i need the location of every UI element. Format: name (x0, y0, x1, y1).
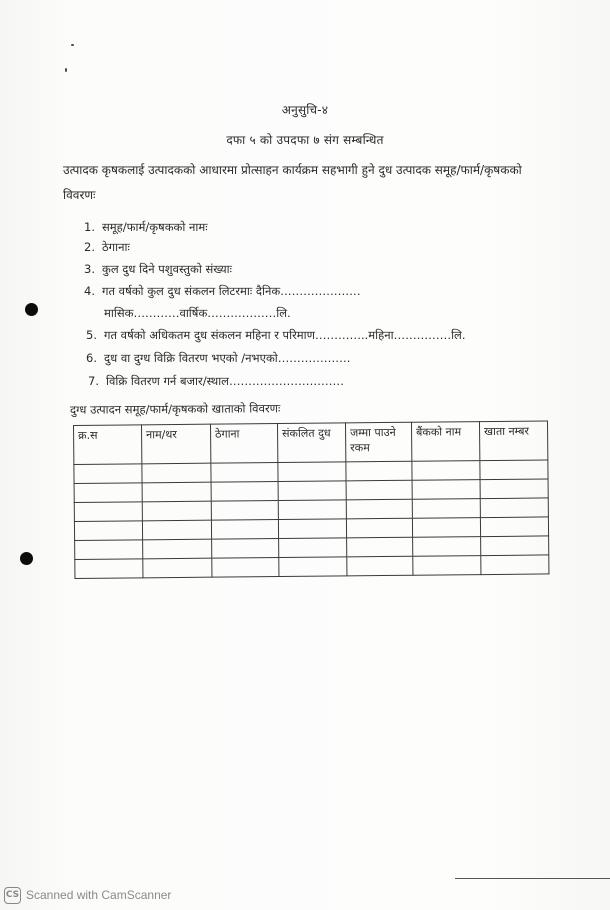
footer-rule (455, 878, 610, 879)
table-cell (74, 464, 142, 484)
punch-hole (25, 303, 38, 316)
table-cell (211, 520, 278, 540)
table-cell (278, 519, 346, 539)
item-text: विक्रि वितरण गर्न बजार/स्थाल………………………… (106, 374, 344, 388)
table-cell (211, 501, 278, 521)
table-cell (413, 556, 481, 576)
item-text: ठेगानाः (102, 240, 130, 254)
table-cell (75, 540, 143, 560)
table-cell (278, 481, 346, 501)
table-cell (412, 461, 480, 481)
item-text: मासिक…………वार्षिक………………लि. (104, 306, 291, 320)
item-text: गत वर्षको कुल दुध संकलन लिटरमाः दैनिक………………… (102, 284, 361, 298)
table-cell (412, 518, 480, 538)
column-header: बैंकको नाम (411, 422, 479, 462)
column-header: संकलित दुध (277, 423, 345, 463)
table-cell (346, 499, 412, 519)
table-cell (279, 538, 347, 558)
table-cell (142, 482, 211, 502)
table-cell (481, 555, 549, 575)
item-number: 6. (86, 351, 97, 365)
item-number: 2. (84, 240, 95, 254)
column-header: खाता नम्बर (479, 421, 547, 461)
table-cell (346, 480, 412, 500)
table-cell (480, 479, 548, 499)
punch-hole (20, 552, 33, 565)
item-number: 3. (84, 262, 95, 276)
table-cell (74, 502, 142, 522)
table-cell (278, 462, 346, 482)
list-item (84, 284, 361, 299)
item-text: गत वर्षको अधिकतम दुध संकलन महिना र परिमाण…………..महिना……………लि. (104, 328, 466, 342)
table-cell (278, 500, 346, 520)
list-item (84, 240, 130, 255)
column-header: जम्मा पाउने रकम (345, 422, 411, 462)
table-cell (74, 521, 142, 541)
list-item (84, 220, 208, 235)
table-cell (142, 520, 211, 540)
table-cell (346, 461, 412, 481)
table-cell (347, 537, 413, 557)
intro-paragraph: उत्पादक कृषकलाई उत्पादकको आधारमा प्रोत्साहन कार्यक्रम सहभागी हुने दुध उत्पादक समूह/फार्म/कृषकको विवरणः (63, 163, 522, 202)
column-header: ठेगाना (210, 424, 277, 464)
table-cell (347, 556, 413, 576)
annex-title: अनुसुचि-४ (281, 103, 329, 117)
table-row (75, 555, 549, 579)
item-text: दुध वा दुग्ध विक्रि वितरण भएको /नभएको………………. (104, 351, 351, 365)
column-header: नाम/थर (142, 424, 211, 464)
table-cell (480, 460, 548, 480)
table-header-row (74, 421, 548, 465)
table-cell (413, 537, 481, 557)
account-details-table-wrapper (73, 420, 548, 579)
account-details-table (73, 420, 549, 579)
camscanner-logo-icon: CS (4, 887, 21, 904)
scan-speck (71, 44, 74, 46)
table-cell (481, 536, 549, 556)
table-cell (480, 517, 548, 537)
table-cell (142, 501, 211, 521)
list-item-continuation (104, 306, 291, 321)
item-number: 5. (86, 328, 97, 342)
item-text: समूह/फार्म/कृषकको नामः (102, 220, 208, 234)
section-reference: दफा ५ को उपदफा ७ संग सम्बन्धित (226, 133, 384, 147)
item-text: कुल दुध दिने पशुवस्तुको संख्याः (102, 262, 232, 276)
table-cell (279, 557, 347, 577)
list-item (84, 262, 232, 277)
table-cell (143, 558, 212, 578)
item-number: 4. (84, 284, 95, 298)
item-number: 7. (88, 374, 99, 388)
table-cell (74, 483, 142, 503)
list-item (88, 374, 344, 389)
table-cell (211, 463, 278, 483)
table-cell (346, 518, 412, 538)
scanner-watermark: Scanned with CamScanner (26, 888, 172, 902)
list-item (86, 351, 350, 366)
table-cell (142, 463, 211, 483)
table-cell (211, 482, 278, 502)
table-cell (412, 480, 480, 500)
table-cell (212, 539, 279, 559)
column-header: क्र.स (74, 425, 142, 465)
table-cell (143, 539, 212, 559)
item-number: 1. (84, 220, 95, 234)
scan-speck (65, 68, 67, 72)
table-cell (212, 558, 279, 578)
account-details-heading: दुग्ध उत्पादन समूह/फार्म/कृषकको खाताको विवरणः (69, 401, 281, 417)
table-cell (75, 559, 143, 579)
table-cell (412, 499, 480, 519)
table-body (74, 460, 549, 579)
table-cell (480, 498, 548, 518)
list-item (86, 328, 466, 343)
